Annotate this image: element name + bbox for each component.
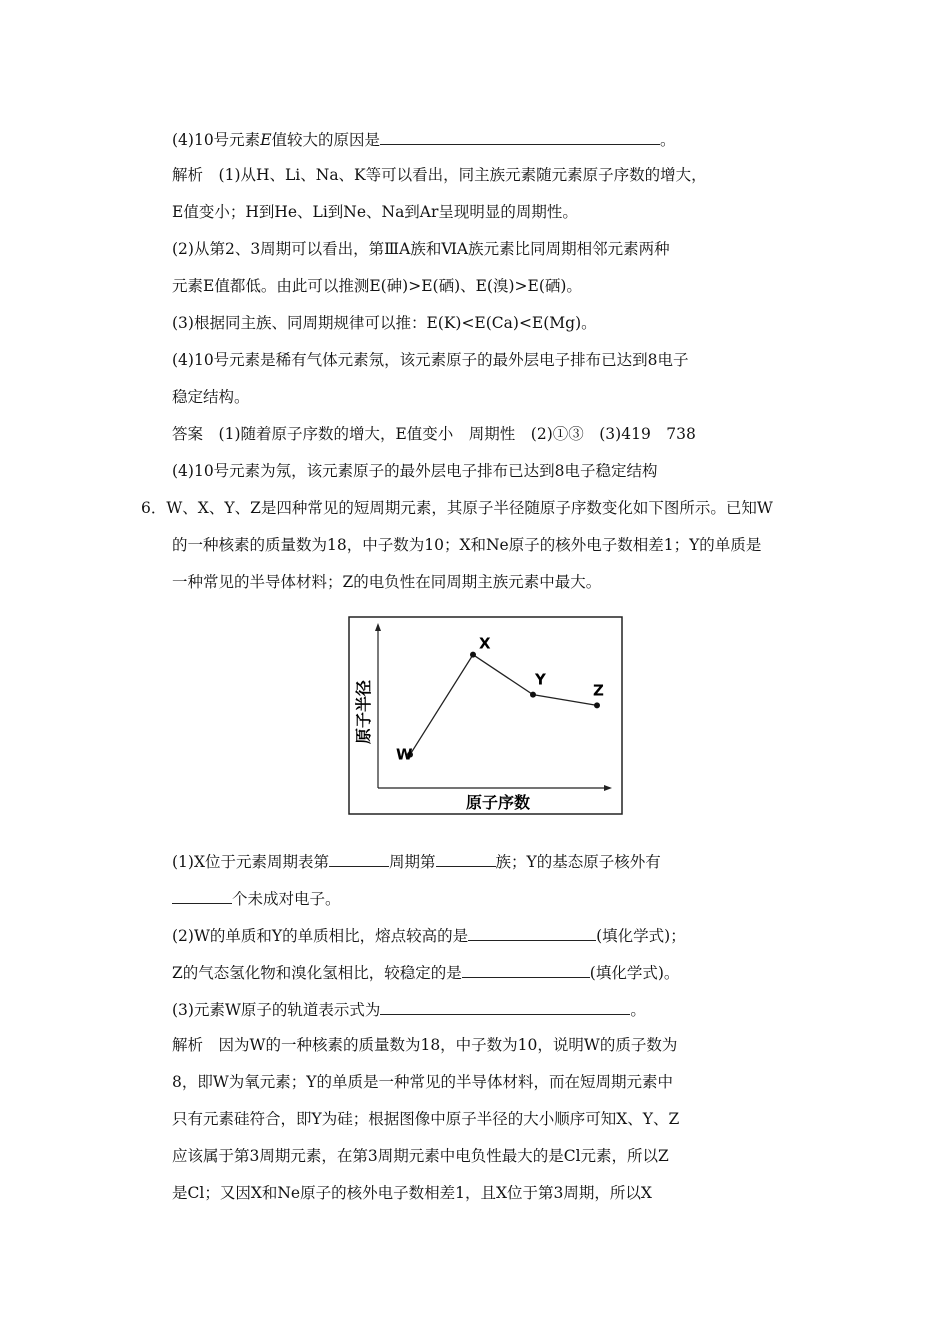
q6-sub2-line-1 [172, 924, 686, 946]
q6-stem-text-1: W、X、Y、Z是四种常见的短周期元素，其原子半径随原子序数变化如下图所示。已知W [166, 499, 773, 517]
point-label-y: Y [535, 670, 546, 689]
point-y [530, 692, 536, 698]
y-axis-label: 原子半径 [354, 679, 373, 745]
q6-sub1-text-d: 个未成对电子。 [232, 890, 341, 908]
analysis-a-line-3: (2)从第2、3周期可以看出，第ⅢA族和ⅥA族元素比同周期相邻元素两种 [172, 240, 670, 258]
analysis-a-line-1 [172, 165, 707, 185]
answer-line-1 [172, 424, 696, 444]
point-label-x: X [479, 634, 491, 653]
q6-sub3-line [172, 998, 646, 1020]
point-x [470, 652, 476, 658]
q6-analysis-line-4: 应该属于第3周期元素，在第3周期元素中电负性最大的是Cl元素，所以Z [172, 1147, 669, 1165]
q6-analysis-line-5: 是Cl；又因X和Ne原子的核外电子数相差1，且X位于第3周期，所以X [172, 1184, 652, 1202]
q6-sub2a-blank[interactable] [468, 924, 596, 941]
analysis-a-text-1: (1)从H、Li、Na、K等可以看出，同主族元素随元素原子序数的增大， [218, 166, 707, 184]
q6-sub3-blank[interactable] [380, 998, 630, 1015]
q6-sub2b-text-b: (填化学式)。 [589, 964, 680, 982]
q6-analysis-text-1: 因为W的一种核素的质量数为18，中子数为10，说明W的质子数为 [218, 1036, 678, 1054]
q6-sub2b-text-a: Z的气态氢化物和溴化氢相比，较稳定的是 [172, 964, 462, 982]
q6-analysis-line-1 [172, 1035, 677, 1055]
analysis-a-line-4: 元素E值都低。由此可以推测E(砷)>E(硒)、E(溴)>E(硒)。 [172, 277, 582, 295]
q6-sub1-blank-period[interactable] [329, 850, 389, 867]
q6-analysis-label: 解析 [172, 1036, 204, 1054]
q6-sub1-line-1 [172, 850, 661, 872]
q4-e-symbol: E [260, 131, 272, 149]
analysis-a-line-6: (4)10号元素是稀有气体元素氖，该元素原子的最外层电子排布已达到8电子 [172, 351, 689, 369]
q6-number: 6． [141, 499, 167, 517]
answer-text-1: (1)随着原子序数的增大，E值变小 周期性 (2)①③ (3)419 738 [218, 425, 696, 443]
q6-sub2a-text-a: (2)W的单质和Y的单质相比，熔点较高的是 [172, 927, 469, 945]
point-z [594, 702, 600, 708]
q6-sub1-text-c: 族；Y的基态原子核外有 [495, 853, 661, 871]
analysis-label: 解析 [172, 166, 204, 184]
q4-prompt [172, 128, 676, 150]
q6-sub3-text-a: (3)元素W原子的轨道表示式为 [172, 1001, 381, 1019]
q6-stem-line-1 [141, 498, 773, 518]
answer-label: 答案 [172, 425, 204, 443]
q6-sub1-blank-group[interactable] [436, 850, 496, 867]
q6-sub1-line-2 [172, 887, 341, 909]
analysis-a-line-5: (3)根据同主族、同周期规律可以推：E(K)<E(Ca)<E(Mg)。 [172, 314, 597, 332]
q6-sub2-line-2 [172, 961, 679, 983]
q4-prefix: (4)10号元素 [172, 131, 261, 149]
atomic-radius-chart [348, 616, 623, 815]
answer-line-2: (4)10号元素为氖，该元素原子的最外层电子排布已达到8电子稳定结构 [172, 462, 658, 480]
q6-sub2a-text-b: (填化学式)； [596, 927, 686, 945]
q6-stem-line-2: 的一种核素的质量数为18，中子数为10；X和Ne原子的核外电子数相差1；Y的单质是 [172, 536, 762, 554]
q4-end: 。 [660, 131, 676, 149]
q6-sub1-blank-unpaired[interactable] [172, 887, 232, 904]
x-axis-label: 原子序数 [465, 793, 531, 812]
q6-sub2b-blank[interactable] [462, 961, 590, 978]
q4-suffix: 值较大的原因是 [271, 131, 381, 149]
q6-stem-line-3: 一种常见的半导体材料；Z的电负性在同周期主族元素中最大。 [172, 573, 602, 591]
analysis-a-line-7: 稳定结构。 [172, 388, 250, 406]
point-label-w: W [396, 745, 413, 764]
analysis-a-line-2: E值变小；H到He、Li到Ne、Na到Ar呈现明显的周期性。 [172, 203, 578, 221]
q6-sub3-text-b: 。 [630, 1001, 646, 1019]
point-label-z: Z [593, 681, 604, 700]
q4-answer-blank[interactable] [380, 128, 660, 145]
q6-sub1-text-a: (1)X位于元素周期表第 [172, 853, 329, 871]
q6-analysis-line-3: 只有元素硅符合，即Y为硅；根据图像中原子半径的大小顺序可知X、Y、Z [172, 1110, 680, 1128]
q6-sub1-text-b: 周期第 [389, 853, 436, 871]
q6-analysis-line-2: 8，即W为氧元素；Y的单质是一种常见的半导体材料，而在短周期元素中 [172, 1073, 674, 1091]
